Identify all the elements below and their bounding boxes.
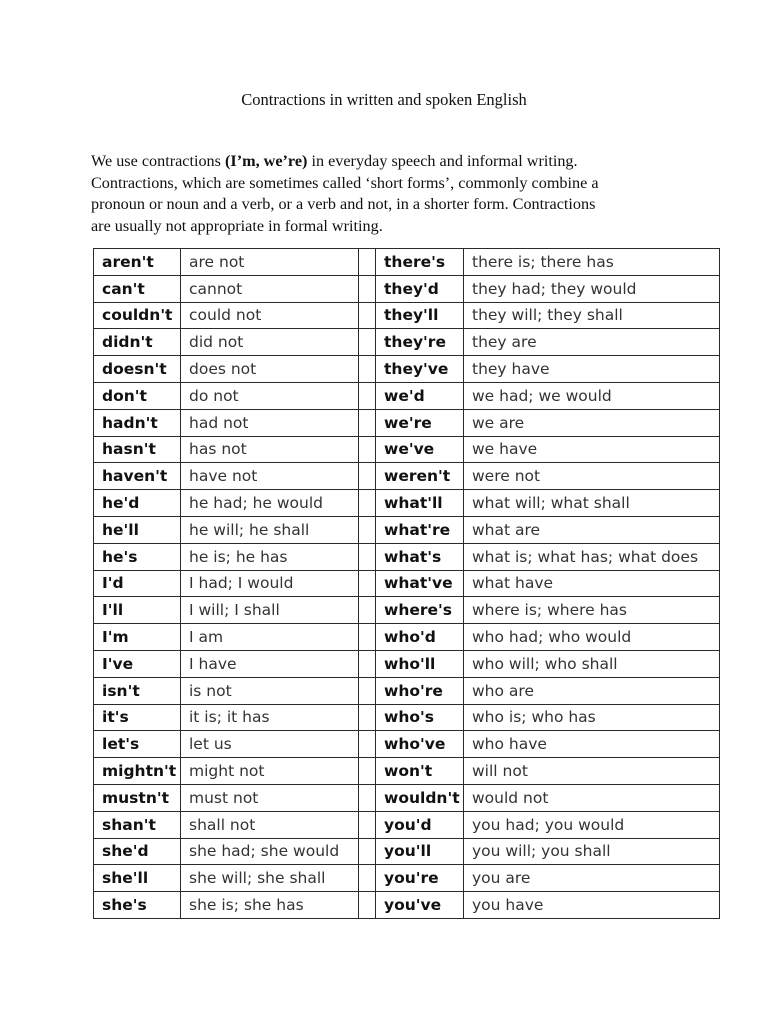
meaning-right: they are [464,329,720,356]
contractions-table [93,248,720,919]
meaning-right: we have [464,436,720,463]
meaning-right: we are [464,409,720,436]
table-row [94,892,720,919]
meaning-left: I will; I shall [181,597,359,624]
meaning-left: do not [181,382,359,409]
column-gap [359,329,376,356]
contraction-right: who're [376,677,464,704]
column-gap [359,838,376,865]
meaning-left: she had; she would [181,838,359,865]
meaning-left: is not [181,677,359,704]
table-row [94,356,720,383]
table-row [94,436,720,463]
meaning-right: you are [464,865,720,892]
contraction-right: who've [376,731,464,758]
intro-line-1-end: in everyday speech and informal writing. [307,152,578,170]
contraction-right: wouldn't [376,784,464,811]
column-gap [359,597,376,624]
meaning-right: who had; who would [464,624,720,651]
column-gap [359,516,376,543]
table-row [94,758,720,785]
table-row [94,731,720,758]
meaning-left: cannot [181,275,359,302]
column-gap [359,731,376,758]
contraction-right: you've [376,892,464,919]
meaning-left: let us [181,731,359,758]
meaning-right: where is; where has [464,597,720,624]
column-gap [359,650,376,677]
intro-paragraph [91,151,691,237]
column-gap [359,624,376,651]
meaning-left: I have [181,650,359,677]
table-row [94,275,720,302]
meaning-left: does not [181,356,359,383]
meaning-left: I had; I would [181,570,359,597]
meaning-right: would not [464,784,720,811]
column-gap [359,382,376,409]
intro-line-1 [91,151,691,173]
column-gap [359,677,376,704]
meaning-left: she will; she shall [181,865,359,892]
contraction-left: mightn't [94,758,181,785]
intro-line-1-start: We use contractions [91,152,225,170]
column-gap [359,811,376,838]
table-row [94,597,720,624]
meaning-right: who will; who shall [464,650,720,677]
meaning-left: have not [181,463,359,490]
meaning-left: I am [181,624,359,651]
contraction-left: he's [94,543,181,570]
column-gap [359,704,376,731]
table-row [94,838,720,865]
meaning-right: there is; there has [464,249,720,276]
meaning-right: we had; we would [464,382,720,409]
contraction-right: weren't [376,463,464,490]
contraction-left: hadn't [94,409,181,436]
contraction-right: we're [376,409,464,436]
meaning-right: who have [464,731,720,758]
column-gap [359,892,376,919]
contraction-left: she'd [94,838,181,865]
column-gap [359,356,376,383]
meaning-left: did not [181,329,359,356]
table-row [94,463,720,490]
table-row [94,249,720,276]
contraction-right: what's [376,543,464,570]
column-gap [359,490,376,517]
intro-example-contractions: (I’m, we’re) [225,152,308,170]
intro-line-2: Contractions, which are sometimes called ‘short forms’, commonly combine a [91,173,599,192]
meaning-left: he is; he has [181,543,359,570]
contraction-right: they'll [376,302,464,329]
table-row [94,650,720,677]
contraction-left: he'd [94,490,181,517]
table-row [94,302,720,329]
table-row [94,516,720,543]
contraction-left: it's [94,704,181,731]
contraction-right: we'd [376,382,464,409]
contraction-right: there's [376,249,464,276]
column-gap [359,463,376,490]
contraction-right: won't [376,758,464,785]
contraction-left: I'm [94,624,181,651]
meaning-right: what have [464,570,720,597]
contraction-left: haven't [94,463,181,490]
meaning-right: you had; you would [464,811,720,838]
meaning-right: they had; they would [464,275,720,302]
column-gap [359,275,376,302]
contraction-right: they'd [376,275,464,302]
meaning-left: might not [181,758,359,785]
table-row [94,409,720,436]
column-gap [359,302,376,329]
contraction-left: can't [94,275,181,302]
meaning-left: shall not [181,811,359,838]
contraction-right: you'd [376,811,464,838]
meaning-right: what is; what has; what does [464,543,720,570]
contraction-left: she's [94,892,181,919]
meaning-right: who is; who has [464,704,720,731]
contraction-left: I'd [94,570,181,597]
column-gap [359,249,376,276]
meaning-right: they will; they shall [464,302,720,329]
contraction-right: you're [376,865,464,892]
contraction-right: what've [376,570,464,597]
meaning-left: has not [181,436,359,463]
meaning-left: could not [181,302,359,329]
column-gap [359,409,376,436]
contraction-left: isn't [94,677,181,704]
column-gap [359,436,376,463]
contraction-right: what're [376,516,464,543]
contraction-right: who's [376,704,464,731]
table-row [94,811,720,838]
intro-line-3: pronoun or noun and a verb, or a verb and not, in a shorter form. Contractions [91,195,596,214]
table-row [94,570,720,597]
table-row [94,624,720,651]
meaning-left: he had; he would [181,490,359,517]
contraction-left: hasn't [94,436,181,463]
contraction-left: doesn't [94,356,181,383]
meaning-right: were not [464,463,720,490]
table-row [94,329,720,356]
contraction-left: let's [94,731,181,758]
meaning-left: she is; she has [181,892,359,919]
contraction-right: you'll [376,838,464,865]
column-gap [359,543,376,570]
meaning-left: are not [181,249,359,276]
table-row [94,784,720,811]
intro-line-4: are usually not appropriate in formal writing. [91,216,383,235]
table-row [94,704,720,731]
meaning-left: had not [181,409,359,436]
contraction-left: he'll [94,516,181,543]
meaning-left: it is; it has [181,704,359,731]
meaning-right: you have [464,892,720,919]
meaning-right: who are [464,677,720,704]
contraction-left: I'll [94,597,181,624]
contraction-right: they're [376,329,464,356]
page-title: Contractions in written and spoken English [241,90,527,109]
meaning-right: what will; what shall [464,490,720,517]
table-row [94,382,720,409]
table-row [94,865,720,892]
contraction-left: aren't [94,249,181,276]
column-gap [359,865,376,892]
contraction-left: couldn't [94,302,181,329]
contraction-left: don't [94,382,181,409]
column-gap [359,570,376,597]
contraction-right: where's [376,597,464,624]
meaning-right: you will; you shall [464,838,720,865]
meaning-left: must not [181,784,359,811]
contraction-right: who'd [376,624,464,651]
contraction-left: didn't [94,329,181,356]
contraction-right: we've [376,436,464,463]
meaning-right: they have [464,356,720,383]
contraction-right: they've [376,356,464,383]
table-row [94,490,720,517]
table-row [94,543,720,570]
meaning-left: he will; he shall [181,516,359,543]
table-row [94,677,720,704]
column-gap [359,758,376,785]
contraction-right: who'll [376,650,464,677]
contraction-left: she'll [94,865,181,892]
meaning-right: what are [464,516,720,543]
contractions-table-body [94,249,720,919]
column-gap [359,784,376,811]
contraction-right: what'll [376,490,464,517]
contraction-left: shan't [94,811,181,838]
contraction-left: mustn't [94,784,181,811]
contraction-left: I've [94,650,181,677]
meaning-right: will not [464,758,720,785]
